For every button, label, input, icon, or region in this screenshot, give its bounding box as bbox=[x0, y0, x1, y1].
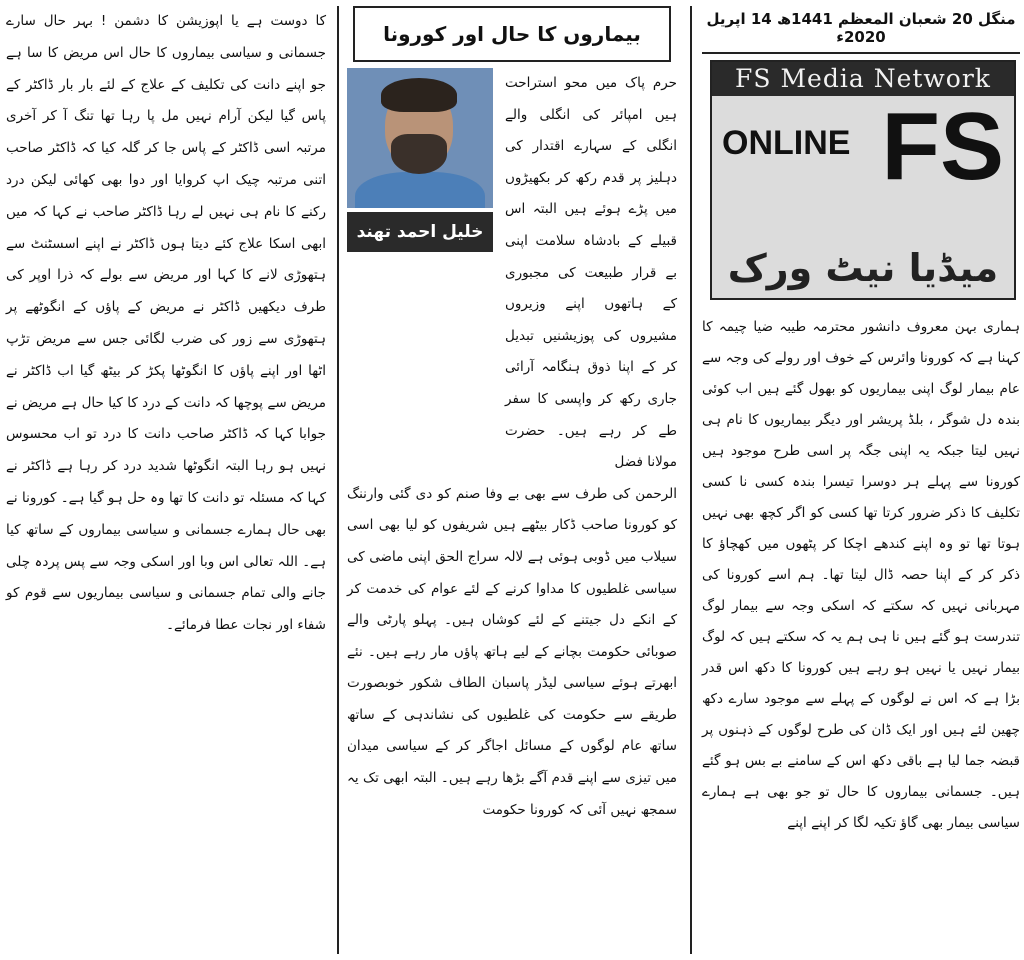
author-photo bbox=[347, 68, 493, 208]
masthead-urdu-text: میڈیا نیٹ ورک bbox=[727, 246, 999, 290]
masthead-fs-text: FS bbox=[881, 93, 1004, 200]
article-text-right: ہماری بہن معروف دانشور محترمہ طیبہ ضیا چیمہ کا کہنا ہے کہ کورونا وائرس کے خوف اور رولے کی وجہ سے عام بیمار لوگ اپنی بیماریوں کو بھول گئے ہیں اب کوئی بندہ دل شوگر ، بلڈ پریشر اور دیگر بیماریوں کا نام ہی نہیں لیتا جبکہ یہ اپنی جگہ پر اسی طرح موجود ہیں کورونا سے پہلے ہر دوسرا تیسرا بندہ کسی نا کسی تکلیف کا ذکر ضرور کرتا تھا کسی کو اگر کچھ بھی نہیں ہوتا تھا تو وہ اپنے کندھے اچکا کر پٹھوں میں کھچاؤ کا ذکر کر کے اپنا حصہ ڈال لیتا تھا۔ ہم اسے کورونا کی مہربانی نہیں کہ سکتے کہ اسکی وجہ سے بیمار لوگ تندرست ہو گئے ہیں نا ہی ہم یہ کہ سکتے ہیں کہ لوگ بیمار نہیں یا نہیں ہو رہے ہیں کورونا کا دکھ اس قدر بڑا ہے کہ اس نے لوگوں کے پہلے سے موجود سارے دکھ چھین لئے ہیں اور ایک ڈان کی طرح لوگوں کے ذہنوں پر قبضہ جما لیا ہے باقی دکھ اس کے سامنے بے بس ہو گئے ہیں۔ جسمانی بیماروں کا حال تو جو بھی ہے ہمارے سیاسی بیمار بھی گاؤ تکیہ لگا کر اپنے اپنے bbox=[702, 319, 1020, 831]
article-text-middle-wrap: حرم پاک میں محو استراحت ہیں امپائر کی انگلی والے انگلی کے سہارے اقتدار کی دہلیز پر قدم رکھ کر بکھیڑوں میں پڑے ہوئے ہیں البتہ اس قبیلے کے بادشاہ سلامت اپنی بے قرار طبیعت کی مجبوری کے ہاتھوں اپنے وزیروں مشیروں کی پوزیشنیں تبدیل کر کے اپنا ذوق ہنگامہ آرائی جاری رکھ کر واپسی کا سفر طے کر رہے ہیں۔ حضرت مولانا فضل bbox=[505, 75, 677, 471]
column-right bbox=[702, 6, 1020, 839]
column-divider-left bbox=[337, 6, 339, 954]
author-wrap-block bbox=[347, 68, 677, 479]
author-name: خلیل احمد تھند bbox=[347, 212, 493, 252]
headline: بیماروں کا حال اور کورونا bbox=[353, 6, 671, 62]
photo-beard-shape bbox=[391, 134, 447, 174]
masthead-top-text: FS Media Network bbox=[712, 62, 1014, 96]
photo-hair-shape bbox=[381, 78, 457, 112]
column-middle bbox=[347, 6, 677, 826]
masthead-online-text: ONLINE bbox=[722, 124, 851, 162]
article-text-middle: الرحمن کی طرف سے بھی بے وفا صنم کو دی گئی وارننگ کو کورونا صاحب ڈکار بیٹھے ہیں شریفوں کو لیا بھی اسی سیلاب میں ڈوبی ہوئی ہے لالہ سراج الحق اپنی ماضی کی سیاسی غلطیوں کا مداوا کرنے کے لئے عوام کی خدمت کر کے انکے دل جیتنے کے لئے کوشاں ہیں۔ پہلو پارٹی والے صوبائی حکومت بچانے کے لیے ہاتھ پاؤں مار رہے ہیں۔ نئے ابھرتے ہوئے سیاسی لیڈر پاسبان الطاف شکور خوبصورت طریقے سے حکومت کی غلطیوں کی نشاندہی کے ساتھ ساتھ عام لوگوں کے مسائل اجاگر کر کے سیاسی میدان میں تیزی سے اپنے قدم آگے بڑھا رہے ہیں۔ البتہ ابھی تک یہ سمجھ نہیں آئی کہ کورونا حکومت bbox=[347, 485, 677, 818]
article-text-left: کا دوست ہے یا اپوزیشن کا دشمن ! بہر حال سارے جسمانی و سیاسی بیماروں کا حال اس مریض کا سا ہے جو اپنے دانت کی تکلیف کے علاج کے لئے بار بار ڈاکٹر کے پاس گیا لیکن آرام نہیں مل پا رہا تھا تنگ آ کر آخری مرتبہ اسی ڈاکٹر کے پاس جا کر گلہ کیا کہ ڈاکٹر صاحب اتنی مرتبہ چیک اپ کروایا اور دوا بھی کھائی لیکن درد رکنے کا نام ہی نہیں لے رہا ڈاکٹر صاحب نے کہا کہ میں ابھی اسکا علاج کئے دیتا ہوں ڈاکٹر نے اپنے اسسٹنٹ سے ہتھوڑی لانے کا کہا اور مریض سے بولے کہ ذرا اوپر کی طرف دیکھیں ڈاکٹر نے مریض کے پاؤں کے انگوٹھے پر ہتھوڑی سے زور کی ضرب لگائی جس سے مریض تڑپ اٹھا اور اپنے پاؤں کا انگوٹھا پکڑ کر بیٹھ گیا اب ڈاکٹر نے مریض سے پوچھا کہ دانت کے درد کا کیا حال ہے مریض نے جوابا کہا کہ ڈاکٹر صاحب دانت کا درد تو اب محسوس نہیں ہو رہا البتہ انگوٹھا شدید درد کر رہا ہے ڈاکٹر نے کہا کہ مسئلہ تو دانت کا تھا وہ حل ہو گیا ہے۔ کورونا نے بھی حال ہمارے جسمانی و سیاسی بیماروں کے ساتھ کیا ہے۔ اللہ تعالی اس وبا اور اسکی وجہ سے پس پردہ چلی جانے والی تمام جسمانی و سیاسی بیماریوں سے قوم کو شفاء اور نجات عطا فرمائے۔ bbox=[6, 13, 326, 634]
author-card bbox=[347, 68, 499, 479]
masthead-logo bbox=[710, 60, 1016, 300]
column-divider-right bbox=[690, 6, 692, 954]
photo-shirt-shape bbox=[355, 172, 485, 208]
dateline: منگل 20 شعبان المعظم 1441ھ 14 اپریل 2020ء bbox=[702, 6, 1020, 54]
column-left bbox=[6, 6, 326, 642]
